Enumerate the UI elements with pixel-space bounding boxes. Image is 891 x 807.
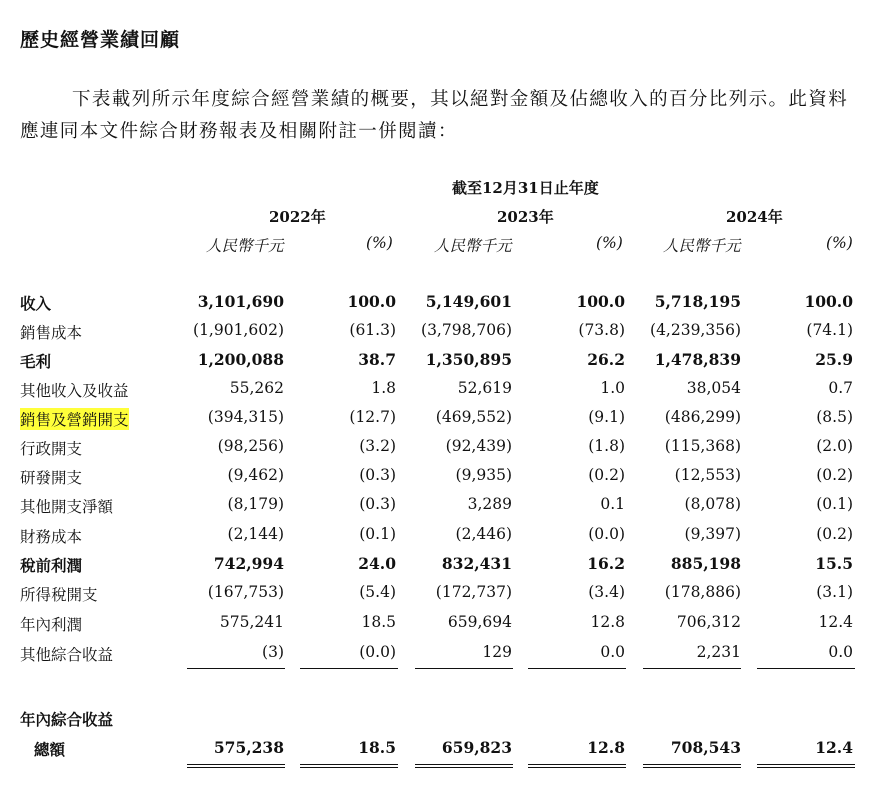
table-cell: 0.0	[600, 643, 625, 661]
table-cell: (0.3)	[359, 466, 396, 484]
table-cell: 1,478,839	[654, 350, 741, 369]
table-cell: 1,200,088	[197, 350, 284, 369]
row-label: 年內利潤	[20, 616, 83, 634]
table-cell: 1.8	[371, 379, 396, 397]
row-label: 財務成本	[20, 528, 83, 546]
unit-amount-2022: 人民幣千元	[206, 237, 284, 255]
table-cell: 100.0	[576, 292, 625, 311]
row-label: 銷售及營銷開支	[20, 408, 129, 430]
table-cell: 885,198	[670, 554, 741, 573]
table-cell: 100.0	[804, 292, 853, 311]
row-label: 研發開支	[20, 469, 83, 487]
table-row	[0, 379, 891, 407]
table-cell: (394,315)	[207, 408, 284, 426]
table-cell: (0.2)	[816, 525, 853, 543]
table-cell: (3.2)	[359, 437, 396, 455]
table-cell: (2,446)	[455, 525, 512, 543]
table-cell: 706,312	[676, 613, 741, 631]
table-cell: 100.0	[347, 292, 396, 311]
table-cell: (1,901,602)	[193, 321, 284, 339]
table-cell: 0.7	[828, 379, 853, 397]
total-cell: 18.5	[358, 738, 396, 757]
table-cell: (9,935)	[455, 466, 512, 484]
table-cell: 38.7	[358, 350, 396, 369]
unit-amount-2024: 人民幣千元	[663, 237, 741, 255]
period-header: 截至12月31日止年度	[452, 179, 599, 197]
table-cell: (172,737)	[435, 583, 512, 601]
table-row	[0, 408, 891, 436]
table-row	[0, 495, 891, 523]
table-cell: (2.0)	[816, 437, 853, 455]
total-double-line	[643, 764, 741, 768]
table-cell: 2,231	[696, 643, 741, 661]
table-cell: 12.8	[590, 613, 625, 631]
table-row	[0, 350, 891, 378]
table-cell: 3,289	[467, 495, 512, 513]
unit-pct-2023: (%)	[596, 234, 623, 252]
table-cell: 52,619	[457, 379, 512, 397]
total-label-line1: 年內綜合收益	[20, 710, 114, 729]
table-cell: (115,368)	[664, 437, 741, 455]
table-cell: 55,262	[229, 379, 284, 397]
table-cell: (0.0)	[359, 643, 396, 661]
table-cell: (3,798,706)	[421, 321, 512, 339]
subtotal-line	[757, 668, 855, 669]
table-row	[0, 292, 891, 320]
table-cell: (9.1)	[588, 408, 625, 426]
table-cell: (92,439)	[445, 437, 512, 455]
table-cell: 25.9	[815, 350, 853, 369]
table-cell: 742,994	[213, 554, 284, 573]
table-cell: 26.2	[587, 350, 625, 369]
row-label: 其他開支淨額	[20, 498, 114, 516]
total-double-line	[757, 764, 855, 768]
subtotal-line	[528, 668, 626, 669]
table-row	[0, 466, 891, 494]
table-cell: (1.8)	[588, 437, 625, 455]
row-label: 收入	[20, 294, 52, 313]
table-row	[0, 437, 891, 465]
table-cell: (8.5)	[816, 408, 853, 426]
unit-amount-2023: 人民幣千元	[434, 237, 512, 255]
subtotal-line	[300, 668, 398, 669]
table-cell: (73.8)	[578, 321, 625, 339]
table-cell: 15.5	[815, 554, 853, 573]
subtotal-line	[187, 668, 285, 669]
total-label-row	[0, 708, 891, 736]
total-label-line2: 總額	[34, 740, 66, 759]
row-label: 所得稅開支	[20, 586, 98, 604]
table-cell: 659,694	[447, 613, 512, 631]
table-cell: (0.1)	[816, 495, 853, 513]
total-row	[0, 738, 891, 766]
table-cell: (98,256)	[217, 437, 284, 455]
table-cell: (61.3)	[349, 321, 396, 339]
intro-paragraph	[20, 84, 862, 148]
table-cell: 832,431	[441, 554, 512, 573]
table-row	[0, 583, 891, 611]
row-label: 其他綜合收益	[20, 646, 114, 664]
table-cell: 0.1	[600, 495, 625, 513]
table-cell: 1,350,895	[425, 350, 512, 369]
total-cell: 575,238	[213, 738, 284, 757]
table-cell: (3.4)	[588, 583, 625, 601]
intro-text: 下表載列所示年度綜合經營業績的概要，其以絕對金額及佔總收入的百分比列示。此資料應連同本文件綜合財務報表及相關附註一併閱讀：	[20, 89, 849, 142]
subtotal-line	[643, 668, 741, 669]
total-double-line	[415, 764, 513, 768]
table-cell: (486,299)	[664, 408, 741, 426]
table-cell: 16.2	[587, 554, 625, 573]
table-cell: 24.0	[358, 554, 396, 573]
table-cell: (2,144)	[227, 525, 284, 543]
table-cell: 38,054	[686, 379, 741, 397]
table-row	[0, 643, 891, 671]
table-cell: (469,552)	[435, 408, 512, 426]
table-cell: (8,078)	[684, 495, 741, 513]
table-cell: (0.3)	[359, 495, 396, 513]
table-cell: (9,462)	[227, 466, 284, 484]
unit-pct-2022: (%)	[366, 234, 393, 252]
row-label: 稅前利潤	[20, 556, 83, 575]
table-cell: (8,179)	[227, 495, 284, 513]
table-cell: 1.0	[600, 379, 625, 397]
table-cell: 12.4	[818, 613, 853, 631]
table-cell: (3.1)	[816, 583, 853, 601]
table-cell: (0.0)	[588, 525, 625, 543]
table-cell: (167,753)	[207, 583, 284, 601]
table-cell: (74.1)	[806, 321, 853, 339]
table-cell: 0.0	[828, 643, 853, 661]
section-title: 歷史經營業績回顧	[20, 29, 181, 51]
table-cell: 5,149,601	[425, 292, 512, 311]
table-cell: 18.5	[361, 613, 396, 631]
table-row	[0, 525, 891, 553]
table-cell: (12.7)	[349, 408, 396, 426]
total-cell: 708,543	[670, 738, 741, 757]
table-cell: 575,241	[219, 613, 284, 631]
total-double-line	[528, 764, 626, 768]
table-row	[0, 321, 891, 349]
table-cell: (0.2)	[588, 466, 625, 484]
total-cell: 12.4	[815, 738, 853, 757]
row-label: 毛利	[20, 352, 52, 371]
table-cell: 3,101,690	[197, 292, 284, 311]
table-cell: (0.1)	[359, 525, 396, 543]
total-cell: 12.8	[587, 738, 625, 757]
table-cell: 5,718,195	[654, 292, 741, 311]
total-cell: 659,823	[441, 738, 512, 757]
table-cell: (12,553)	[674, 466, 741, 484]
year-header-2022: 2022年	[269, 208, 326, 226]
table-cell: (3)	[262, 643, 284, 661]
table-cell: (4,239,356)	[650, 321, 741, 339]
table-row	[0, 613, 891, 641]
row-label: 行政開支	[20, 440, 83, 458]
year-header-2023: 2023年	[497, 208, 554, 226]
unit-pct-2024: (%)	[826, 234, 853, 252]
table-cell: 129	[482, 643, 512, 661]
table-cell: (5.4)	[359, 583, 396, 601]
subtotal-line	[415, 668, 513, 669]
total-double-line	[300, 764, 398, 768]
table-cell: (9,397)	[684, 525, 741, 543]
total-double-line	[187, 764, 285, 768]
row-label: 其他收入及收益	[20, 382, 129, 400]
table-row	[0, 554, 891, 582]
row-label: 銷售成本	[20, 324, 83, 342]
table-cell: (0.2)	[816, 466, 853, 484]
year-header-2024: 2024年	[726, 208, 783, 226]
table-cell: (178,886)	[664, 583, 741, 601]
